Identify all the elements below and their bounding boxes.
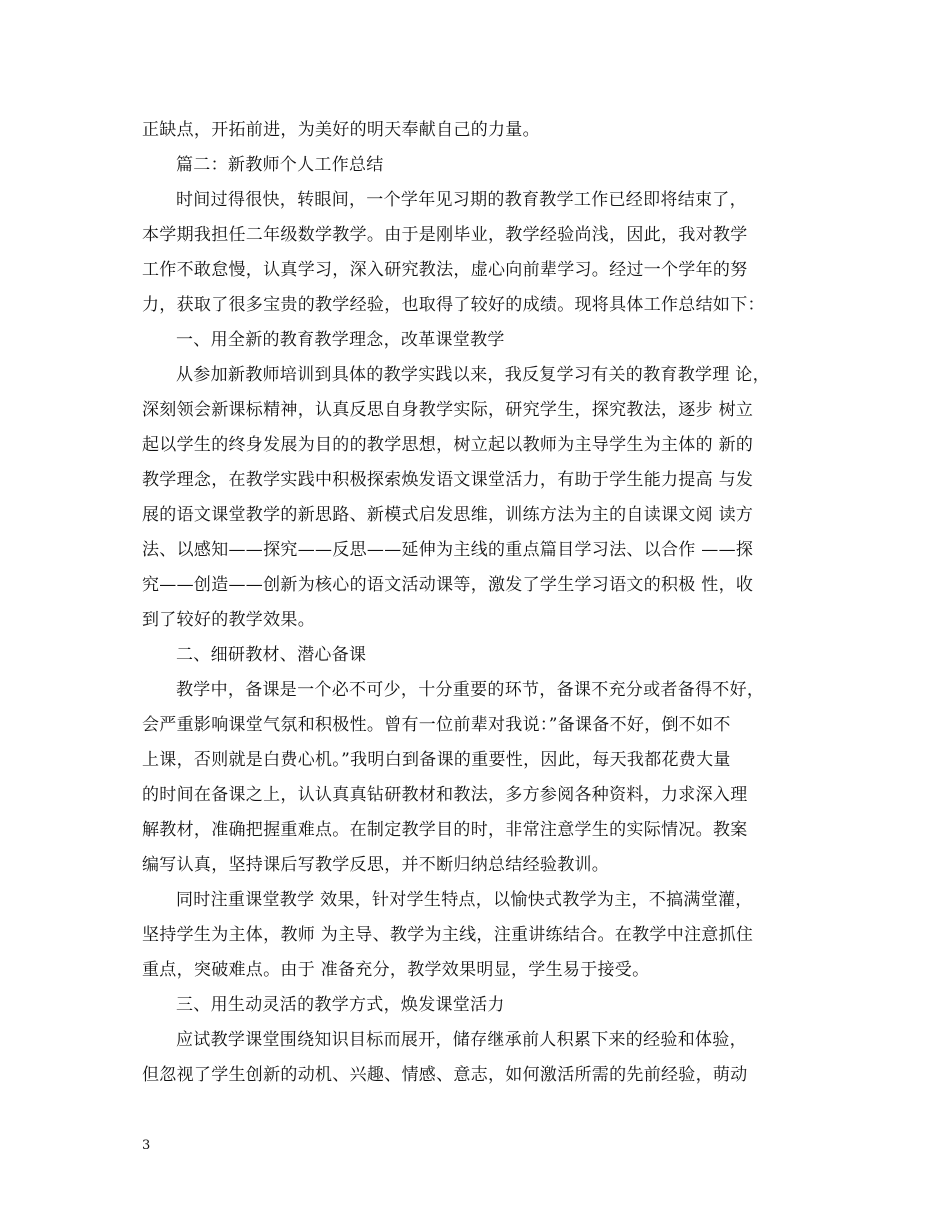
text-line: 展的语文课堂教学的新思路、新模式启发思维，训练方法为主的自读课文阅 读方 — [142, 505, 754, 525]
section-heading: 篇二：新教师个人工作总结 — [176, 155, 384, 175]
text-line: 时间过得很快，转眼间，一个学年见习期的教育教学工作已经即将结束了， — [176, 190, 747, 210]
text-line: 但忽视了学生创新的动机、兴趣、情感、意志，如何激活所需的先前经验，萌动 — [142, 1065, 748, 1085]
text-line: 上课，否则就是白费心机。”我明白到备课的重要性，因此，每天我都花费大量 — [142, 750, 731, 770]
text-line: 起以学生的终身发展为目的的教学思想，树立起以教师为主导学生为主体的 新的 — [142, 435, 754, 455]
text-line: 的时间在备课之上，认认真真钻研教材和教法，多方参阅各种资料，力求深入理 — [142, 785, 748, 805]
page-number: 3 — [142, 1138, 151, 1153]
text-line: 重点，突破难点。由于 准备充分，教学效果明显，学生易于接受。 — [142, 960, 650, 980]
text-line: 正缺点，开拓前进，为美好的明天奉献自己的力量。 — [142, 120, 540, 140]
text-line: 工作不敢怠慢，认真学习，深入研究教法，虚心向前辈学习。经过一个学年的努 — [142, 260, 748, 280]
text-line: 深刻领会新课标精神，认真反思自身教学实际，研究学生，探究教法，逐步 树立 — [142, 400, 754, 420]
text-line: 编写认真，坚持课后写教学反思，并不断归纳总结经验教训。 — [142, 855, 610, 875]
text-line: 会严重影响课堂气氛和积极性。曾有一位前辈对我说：”备课备不好，倒不如不 — [142, 715, 731, 735]
text-line: 应试教学课堂围绕知识目标而展开，储存继承前人积累下来的经验和体验， — [176, 1030, 747, 1050]
text-line: 法、以感知——探究——反思——延伸为主线的重点篇目学习法、以合作 ——探 — [142, 540, 754, 560]
text-line: 教学理念，在教学实践中积极探索焕发语文课堂活力，有助于学生能力提高 与发 — [142, 470, 754, 490]
section-heading: 二、细研教材、潜心备课 — [176, 645, 367, 665]
text-line: 力，获取了很多宝贵的教学经验，也取得了较好的成绩。现将具体工作总结如下： — [142, 295, 765, 315]
text-line: 究——创造——创新为核心的语文活动课等，激发了学生学习语文的积极 性，收 — [142, 575, 754, 595]
section-heading: 一、用全新的教育教学理念，改革课堂教学 — [176, 330, 505, 350]
text-line: 从参加新教师培训到具体的教学实践以来，我反复学习有关的教育教学理 论， — [176, 365, 770, 385]
text-line: 解教材，准确把握重难点。在制定教学目的时，非常注意学生的实际情况。教案 — [142, 820, 748, 840]
text-line: 教学中，备课是一个必不可少，十分重要的环节，备课不充分或者备得不好， — [176, 680, 765, 700]
section-heading: 三、用生动灵活的教学方式，焕发课堂活力 — [176, 995, 505, 1015]
text-line: 本学期我担任二年级数学教学。由于是刚毕业，教学经验尚浅，因此，我对教学 — [142, 225, 748, 245]
text-line: 到了较好的教学效果。 — [142, 610, 315, 630]
text-line: 同时注重课堂教学 效果，针对学生特点，以愉快式教学为主，不搞满堂灌， — [176, 890, 753, 910]
text-line: 坚持学生为主体，教师 为主导、教学为主线，注重讲练结合。在教学中注意抓住 — [142, 925, 754, 945]
